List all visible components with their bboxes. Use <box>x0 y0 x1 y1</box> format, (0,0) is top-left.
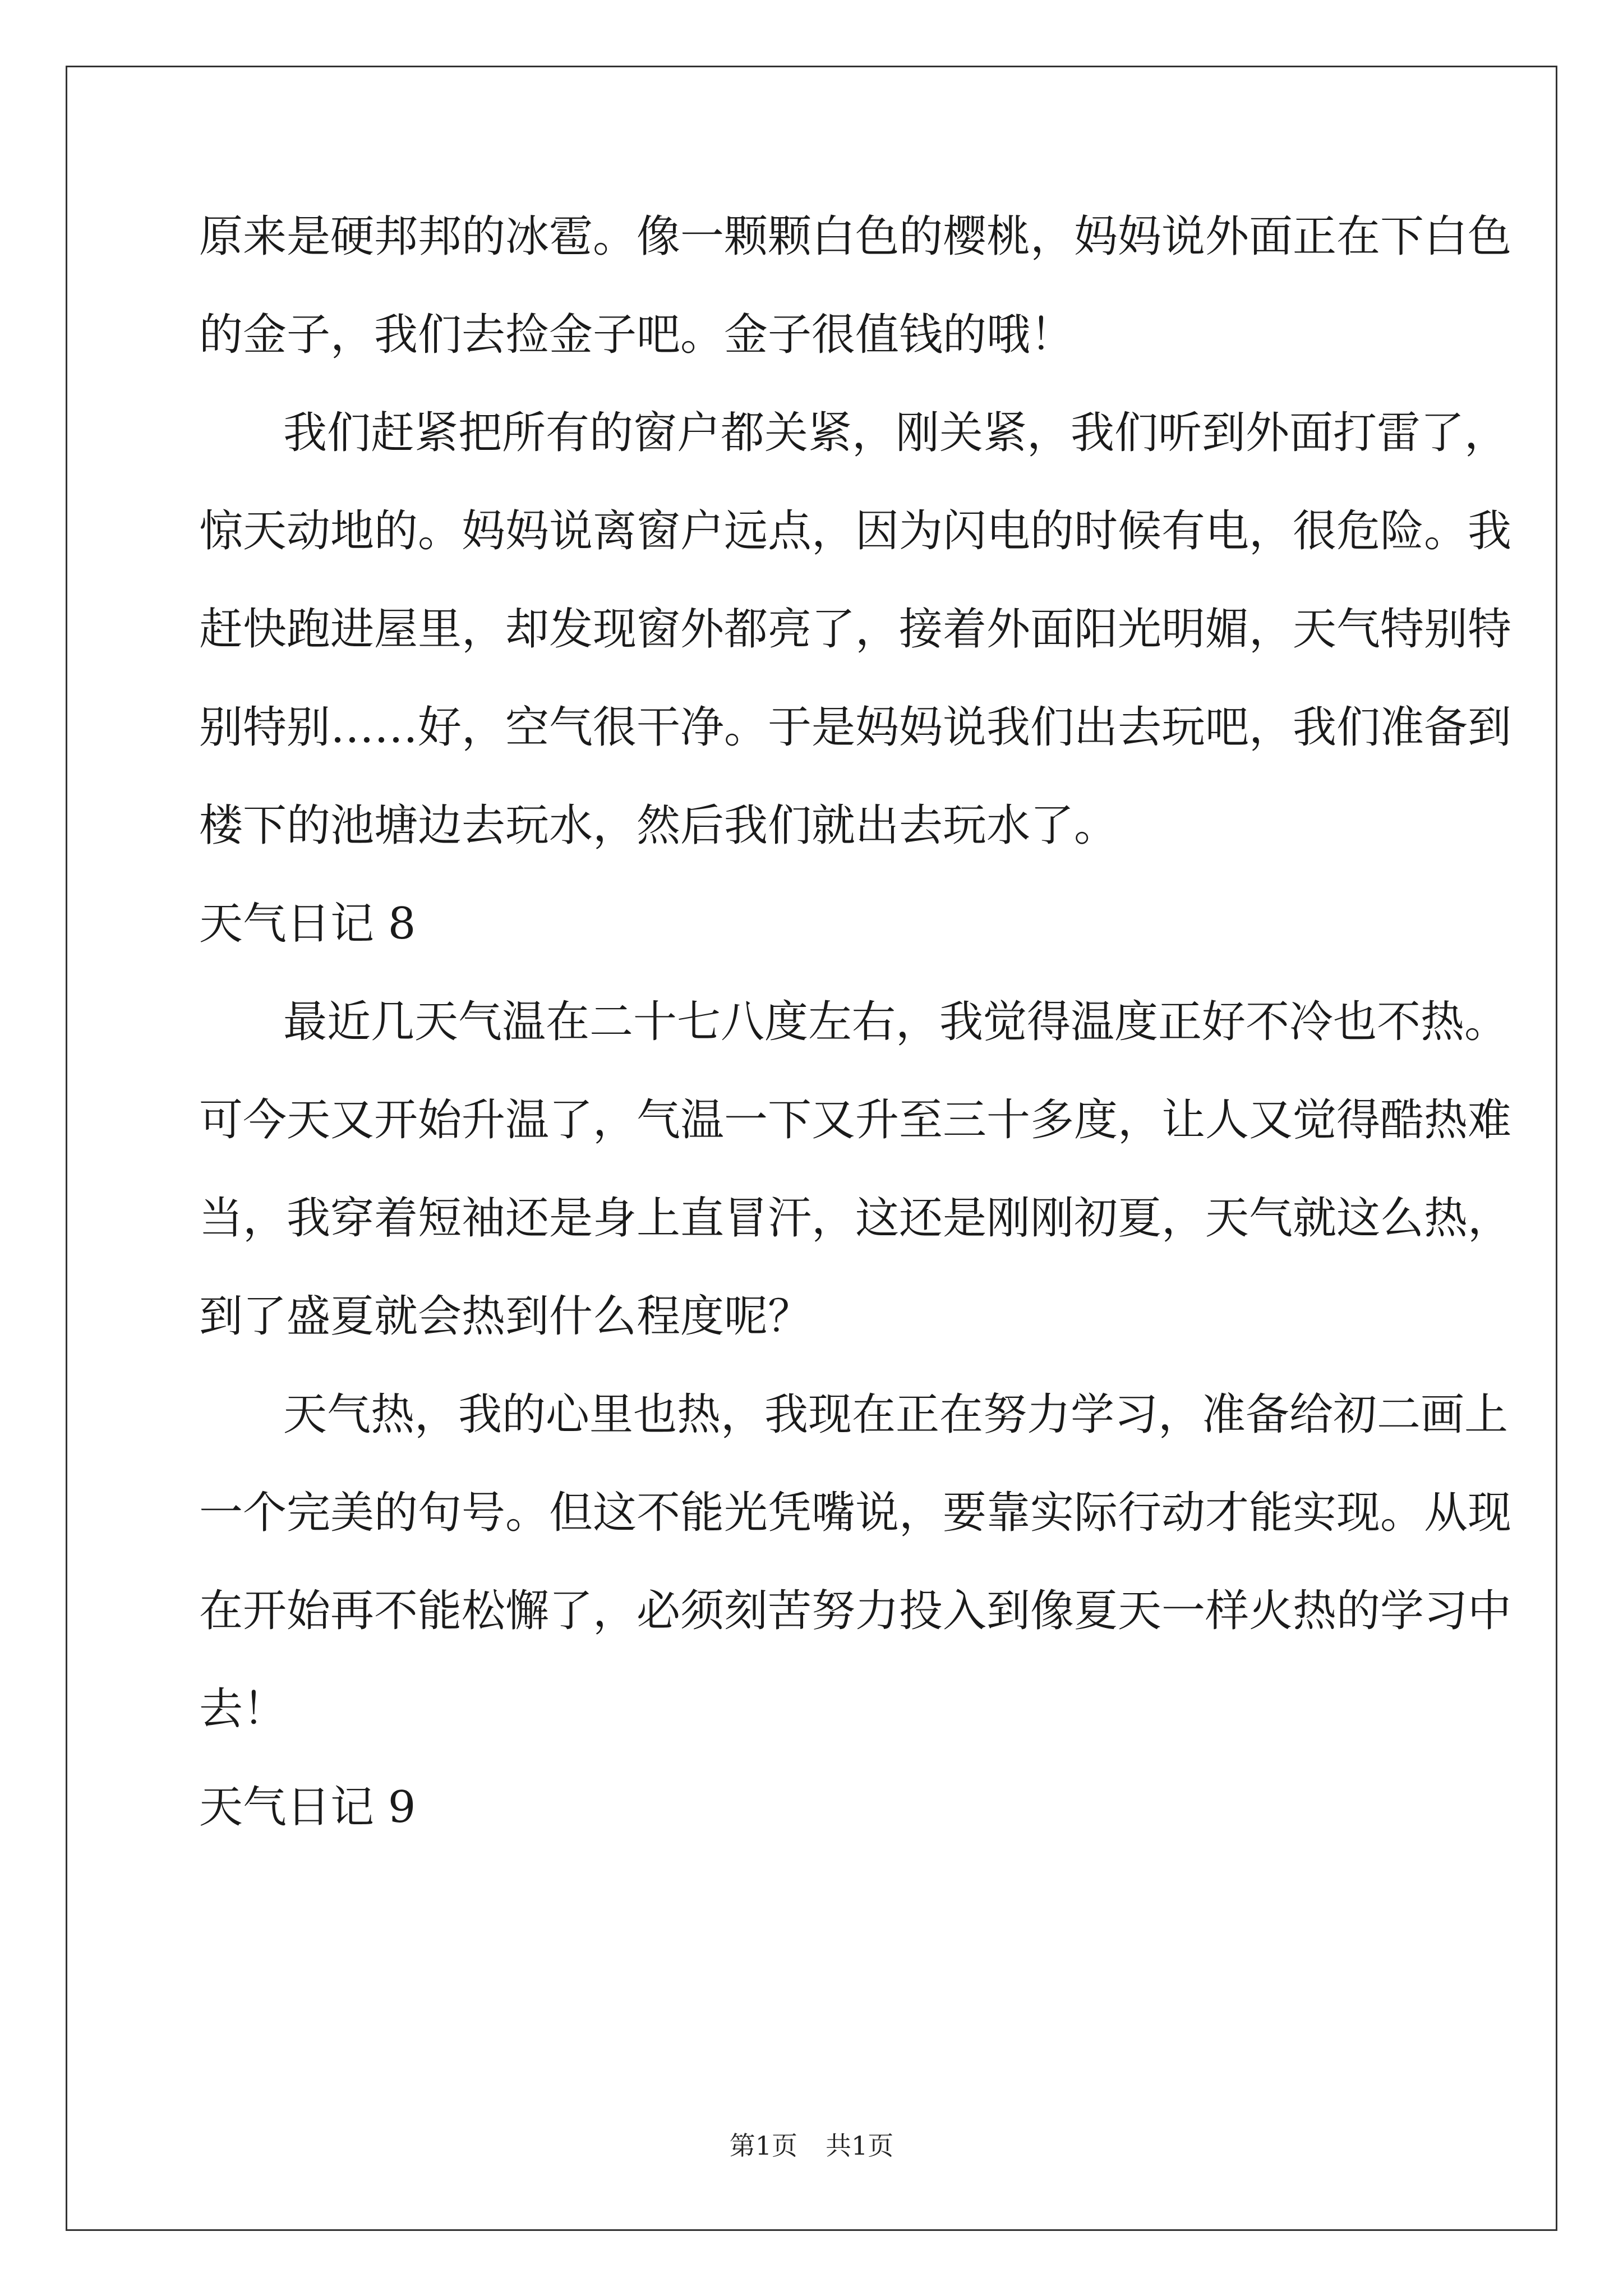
section-heading: 天气日记 9 <box>199 1782 416 1833</box>
page-border <box>66 66 1557 2231</box>
page-number-current: 第1页 <box>729 2131 797 2161</box>
paragraph-line: 楼下的池塘边去玩水，然后我们就出去玩水了。 <box>199 800 1118 851</box>
paragraph-line: 我们赶紧把所有的窗户都关紧，刚关紧，我们听到外面打雷了， <box>283 408 1509 458</box>
page-number-total: 共1页 <box>826 2131 894 2161</box>
paragraph-line: 别特别……好，空气很干净。于是妈妈说我们出去玩吧，我们准备到 <box>199 702 1512 753</box>
paragraph-line: 在开始再不能松懈了，必须刻苦努力投入到像夏天一样火热的学习中 <box>199 1586 1512 1636</box>
section-heading: 天气日记 8 <box>199 899 416 949</box>
paragraph-line: 赶快跑进屋里，却发现窗外都亮了，接着外面阳光明媚，天气特别特 <box>199 604 1512 655</box>
page-footer <box>0 2129 1623 2162</box>
paragraph-line: 当，我穿着短袖还是身上直冒汗，这还是刚刚初夏，天气就这么热， <box>199 1193 1512 1244</box>
paragraph-line: 的金子，我们去捡金子吧。金子很值钱的哦！ <box>199 310 1075 360</box>
paragraph-line: 去！ <box>199 1684 287 1734</box>
paragraph-line: 可今天又开始升温了，气温一下又升至三十多度，让人又觉得酷热难 <box>199 1095 1512 1145</box>
paragraph-line: 惊天动地的。妈妈说离窗户远点，因为闪电的时候有电，很危险。我 <box>199 506 1512 556</box>
paragraph-line: 天气热，我的心里也热，我现在正在努力学习，准备给初二画上 <box>283 1389 1509 1440</box>
paragraph-line: 到了盛夏就会热到什么程度呢？ <box>199 1291 812 1342</box>
paragraph-line: 最近几天气温在二十七八度左右，我觉得温度正好不冷也不热。 <box>283 997 1509 1047</box>
paragraph-line: 一个完美的句号。但这不能光凭嘴说，要靠实际行动才能实现。从现 <box>199 1488 1512 1538</box>
paragraph-line: 原来是硬邦邦的冰雹。像一颗颗白色的樱桃，妈妈说外面正在下白色 <box>199 211 1512 262</box>
